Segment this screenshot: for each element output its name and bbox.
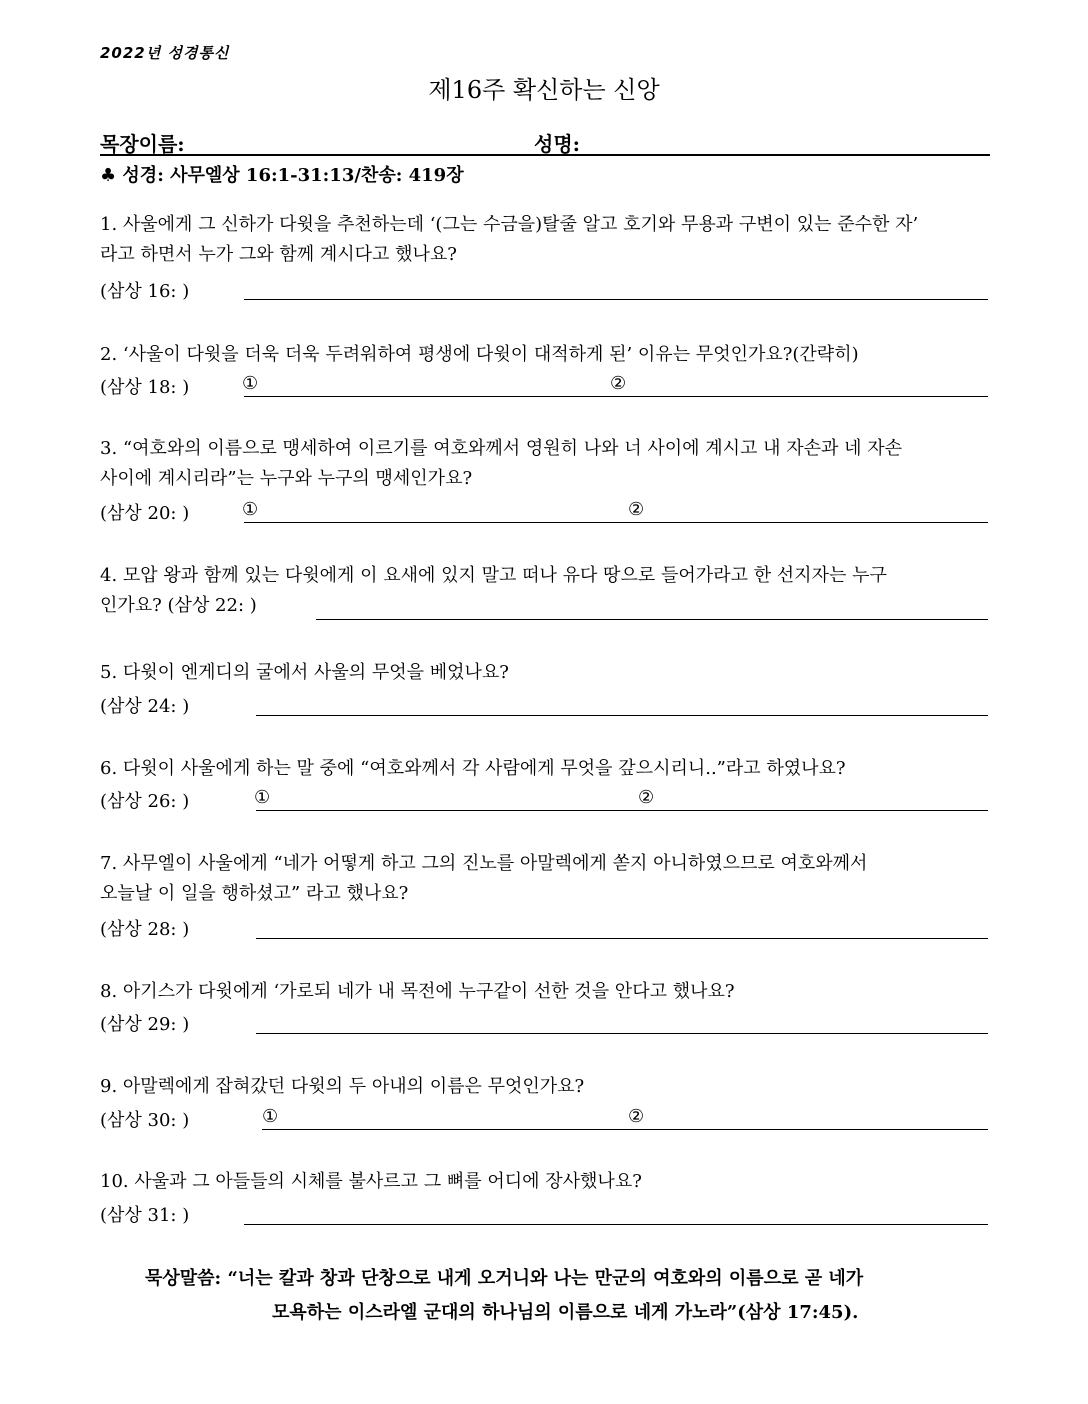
question-text: 1. 사울에게 그 신하가 다윗을 추천하는데 ‘(그는 수금을)탈줄 알고 호기와 무용과 구변이 있는 준수한 자’ (100, 214, 919, 235)
question-text: 2. ‘사울이 다윗을 더욱 더욱 두려워하여 평생에 다윗이 대적하게 된’ 이유는 무엇인가요?(간략히) (100, 344, 859, 365)
answer-mark-1: ① (254, 787, 271, 808)
question-6 (100, 754, 990, 784)
scripture-line (100, 161, 464, 187)
group-name-label: 목장이름: (100, 132, 185, 156)
question-text: 7. 사무엘이 사울에게 “네가 어떻게 하고 그의 진노를 아말렉에게 쏟지 아니하였으므로 여호와께서 (100, 853, 868, 874)
question-3-ref: (삼상 20: ) (100, 503, 190, 524)
question-text: 8. 아기스가 다윗에게 ‘가로되 네가 내 목전에 누구같이 선한 것을 안다고 했나요? (100, 981, 735, 1002)
answer-line-9[interactable] (262, 1129, 988, 1130)
answer-mark-2: ② (628, 499, 645, 520)
scripture-text: 성경: 사무엘상 16:1-31:13/찬송: 419장 (122, 165, 464, 186)
meditation-verse (0, 1262, 1088, 1330)
question-3 (100, 434, 990, 494)
corner-note: 2022년 성경통신 (100, 44, 230, 62)
question-text: 5. 다윗이 엔게디의 굴에서 사울의 무엇을 베었나요? (100, 662, 509, 683)
question-2-ref: (삼상 18: ) (100, 377, 190, 398)
question-10-ref: (삼상 31: ) (100, 1205, 190, 1226)
answer-mark-1: ① (262, 1106, 279, 1127)
question-4 (100, 561, 990, 621)
question-9 (100, 1072, 990, 1102)
question-8-ref: (삼상 29: ) (100, 1014, 190, 1035)
answer-line-3[interactable] (244, 522, 988, 523)
question-text: 9. 아말렉에게 잡혀갔던 다윗의 두 아내의 이름은 무엇인가요? (100, 1076, 585, 1097)
meditation-line-2: 모욕하는 이스라엘 군대의 하나님의 이름으로 네게 가노라”(삼상 17:45). (272, 1302, 859, 1323)
answer-line-7[interactable] (256, 938, 988, 939)
answer-mark-1: ① (242, 373, 259, 394)
question-text: 6. 다윗이 사울에게 하는 말 중에 “여호와께서 각 사람에게 무엇을 갚으시리니..”라고 하였나요? (100, 758, 846, 779)
question-text: 10. 사울과 그 아들들의 시체를 불사르고 그 뼈를 어디에 장사했나요? (100, 1171, 642, 1192)
answer-line-10[interactable] (244, 1224, 988, 1225)
answer-mark-2: ② (638, 787, 655, 808)
question-5-ref: (삼상 24: ) (100, 696, 190, 717)
question-text: 사이에 계시리라”는 누구와 누구의 맹세인가요? (100, 468, 473, 489)
question-text: 라고 하면서 누가 그와 함께 계시다고 했나요? (100, 244, 457, 265)
answer-line-1[interactable] (244, 299, 988, 300)
answer-line-2[interactable] (244, 396, 988, 397)
page-title: 제16주 확신하는 신앙 (428, 76, 660, 104)
name-label: 성명: (534, 132, 581, 156)
answer-line-6[interactable] (256, 810, 988, 811)
question-text: 3. “여호와의 이름으로 맹세하여 이르기를 여호와께서 영원히 나와 너 사이에 계시고 내 자손과 네 자손 (100, 438, 902, 459)
question-2 (100, 340, 990, 370)
question-7 (100, 849, 990, 909)
question-text: 오늘날 이 일을 행하셨고” 라고 했나요? (100, 883, 409, 904)
club-icon: ♣ (100, 165, 117, 186)
question-5 (100, 658, 990, 688)
answer-mark-2: ② (628, 1106, 645, 1127)
question-8 (100, 977, 990, 1007)
question-text: 4. 모압 왕과 함께 있는 다윗에게 이 요새에 있지 말고 떠나 유다 땅으로 들어가라고 한 선지자는 누구 (100, 565, 887, 586)
question-7-ref: (삼상 28: ) (100, 919, 190, 940)
answer-mark-1: ① (242, 499, 259, 520)
answer-mark-2: ② (610, 373, 627, 394)
question-1-ref: (삼상 16: ) (100, 281, 190, 302)
question-10 (100, 1167, 990, 1197)
answer-line-8[interactable] (256, 1033, 988, 1034)
question-6-ref: (삼상 26: ) (100, 791, 190, 812)
meditation-line-1: 묵상말씀: “너는 칼과 창과 단창으로 내게 오거니와 나는 만군의 여호와의 이름으로 곧 네가 (145, 1268, 864, 1289)
question-1 (100, 210, 990, 270)
answer-line-5[interactable] (256, 715, 988, 716)
header-underline (100, 154, 990, 156)
question-9-ref: (삼상 30: ) (100, 1110, 190, 1131)
answer-line-4[interactable] (316, 619, 988, 620)
question-text: 인가요? (삼상 22: ) (100, 595, 257, 616)
